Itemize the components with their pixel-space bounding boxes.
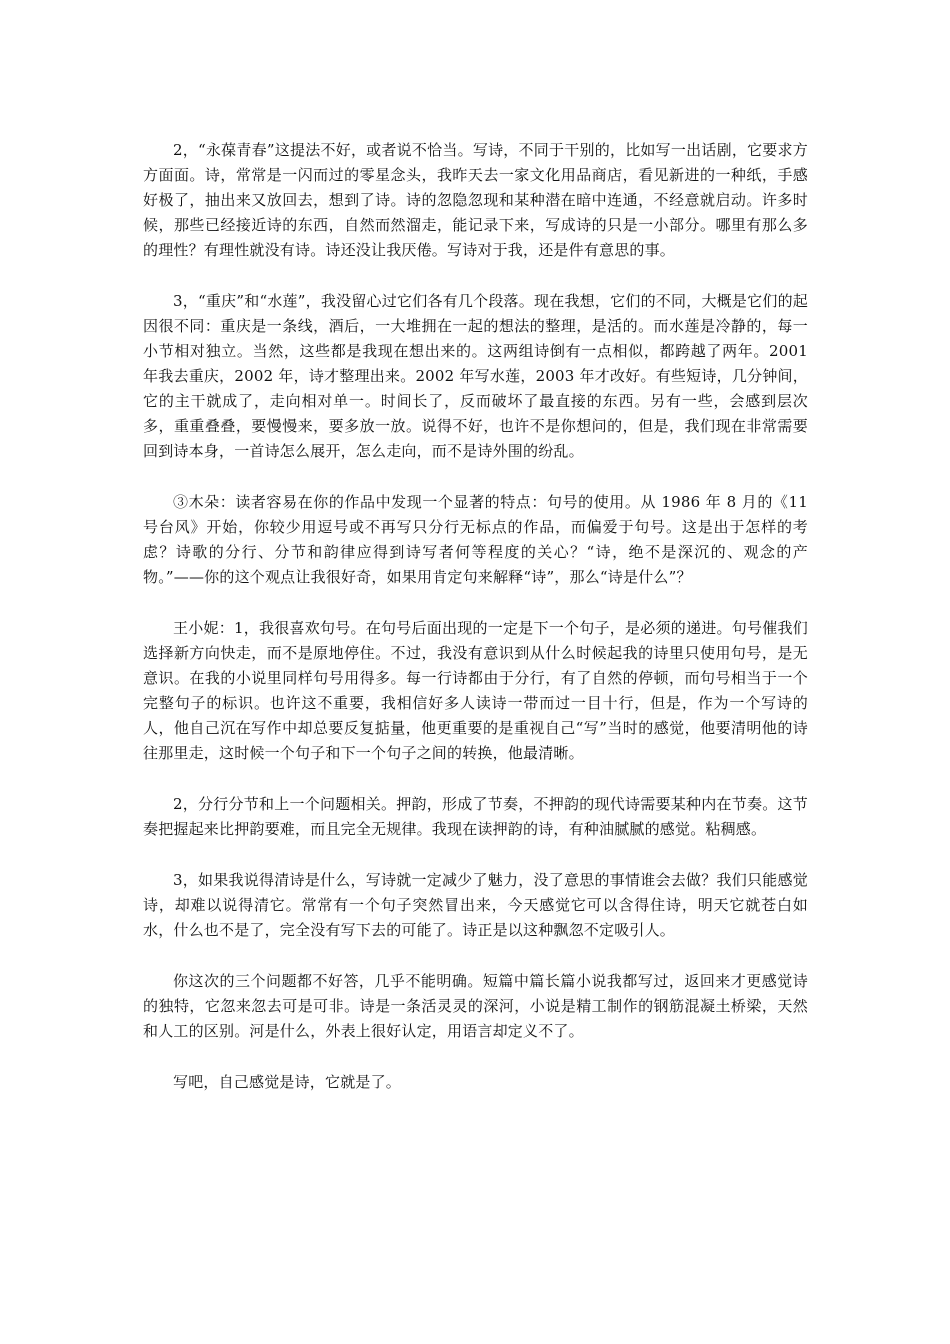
document-body [143,138,808,1121]
paragraph-1: 2，“永葆青春”这提法不好，或者说不恰当。写诗，不同于干别的，比如写一出话剧，它要求方方面面。诗，常常是一闪而过的零星念头，我昨天去一家文化用品商店，看见新进的一种纸，手感好极了，抽出来又放回去，想到了诗。诗的忽隐忽现和某种潜在暗中连通，不经意就启动。许多时候，那些已经接近诗的东西，自然而然溜走，能记录下来，写成诗的只是一小部分。哪里有那么多的理性？有理性就没有诗。诗还没让我厌倦。写诗对于我，还是件有意思的事。 [143,141,808,259]
paragraph-8: 写吧，自己感觉是诗，它就是了。 [173,1073,402,1091]
paragraph-3: ③木朵：读者容易在你的作品中发现一个显著的特点：句号的使用。从 1986 年 8 月的《11 号台风》开始，你较少用逗号或不再写只分行无标点的作品，而偏爱于句号。这是出于怎样的考虑？诗歌的分行、分节和韵律应得到诗写者何等程度的关心？“诗，绝不是深沉的、观念的产物。”——你的这个观点让我很好奇，如果用肯定句来解释“诗”，那么“诗是什么”？ [143,493,808,586]
paragraph-5: 2，分行分节和上一个问题相关。押韵，形成了节奏，不押韵的现代诗需要某种内在节奏。这节奏把握起来比押韵要难，而且完全无规律。我现在读押韵的诗，有种油腻腻的感觉。粘稠感。 [143,795,808,838]
paragraph-7: 你这次的三个问题都不好答，几乎不能明确。短篇中篇长篇小说我都写过，返回来才更感觉诗的独特，它忽来忽去可是可非。诗是一条活灵灵的深河，小说是精工制作的钢筋混凝土桥梁，天然和人工的区别。河是什么，外表上很好认定，用语言却定义不了。 [143,972,808,1040]
paragraph-2: 3，“重庆”和“水莲”，我没留心过它们各有几个段落。现在我想，它们的不同，大概是它们的起因很不同：重庆是一条线，酒后，一大堆拥在一起的想法的整理，是活的。而水莲是冷静的，每一小节相对独立。当然，这些都是我现在想出来的。这两组诗倒有一点相似，都跨越了两年。2001 年我去重庆，2002 年，诗才整理出来。2002 年写水莲，2003 年才改好。有些短诗，几分钟间，它的主干就成了，走向相对单一。时间长了，反而破坏了最直接的东西。另有一些，会感到层次多，重重叠叠，要慢慢来，要多放一放。说得不好，也许不是你想问的，但是，我们现在非常需要回到诗本身，一首诗怎么展开，怎么走向，而不是诗外围的纷乱。 [143,292,808,460]
paragraph-4: 王小妮：1，我很喜欢句号。在句号后面出现的一定是下一个句子，是必须的递进。句号催我们选择新方向快走，而不是原地停住。不过，我没有意识到从什么时候起我的诗里只使用句号，是无意识。在我的小说里同样句号用得多。每一行诗都由于分行，有了自然的停顿，而句号相当于一个完整句子的标识。也许这不重要，我相信好多人读诗一带而过一目十行，但是，作为一个写诗的人，他自己沉在写作中却总要反复掂量，他更重要的是重视自己“写”当时的感觉，他要清明他的诗往那里走，这时候一个句子和下一个句子之间的转换，他最清晰。 [143,619,808,762]
paragraph-6: 3，如果我说得清诗是什么，写诗就一定减少了魅力，没了意思的事情谁会去做？我们只能感觉诗，却难以说得清它。常常有一个句子突然冒出来，今天感觉它可以含得住诗，明天它就苍白如水，什么也不是了，完全没有写下去的可能了。诗正是以这种飘忽不定吸引人。 [143,871,808,939]
